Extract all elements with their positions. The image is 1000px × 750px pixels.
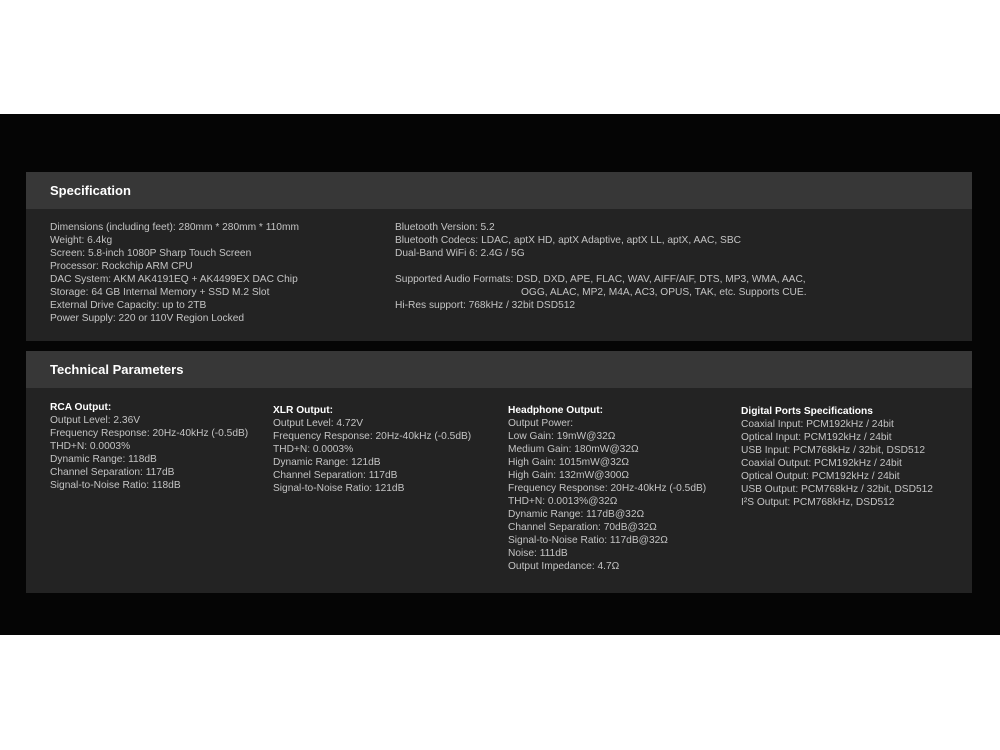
spec-line: Bluetooth Codecs: LDAC, aptX HD, aptX Adaptive, aptX LL, aptX, AAC, SBC: [395, 235, 742, 246]
param-line: Low Gain: 19mW@32Ω: [508, 431, 616, 442]
param-line: Optical Output: PCM192kHz / 24bit: [741, 471, 900, 482]
param-line: Output Power:: [508, 418, 574, 429]
param-line: Frequency Response: 20Hz-40kHz (-0.5dB): [50, 428, 249, 439]
spec-right-column: [395, 221, 807, 312]
param-line: Output Impedance: 4.7Ω: [508, 561, 620, 572]
spec-formats-line: OGG, ALAC, MP2, M4A, AC3, OPUS, TAK, etc. Supports CUE.: [521, 287, 807, 298]
param-line: I²S Output: PCM768kHz, DSD512: [741, 497, 895, 508]
digital-ports-title: Digital Ports Specifications: [741, 406, 873, 417]
rca-output-title: RCA Output:: [50, 402, 112, 413]
spacer: [395, 260, 807, 273]
param-line: Frequency Response: 20Hz-40kHz (-0.5dB): [273, 431, 472, 442]
spec-line: External Drive Capacity: up to 2TB: [50, 300, 207, 311]
param-line: Medium Gain: 180mW@32Ω: [508, 444, 639, 455]
spec-line: Power Supply: 220 or 110V Region Locked: [50, 313, 245, 324]
headphone-output-title: Headphone Output:: [508, 405, 604, 416]
specification-panel: [26, 172, 972, 341]
rca-output-column: [50, 401, 248, 492]
spec-line: Screen: 5.8-inch 1080P Sharp Touch Screen: [50, 248, 252, 259]
param-line: Dynamic Range: 117dB@32Ω: [508, 509, 645, 520]
specification-title: Specification: [26, 172, 972, 209]
technical-parameters-panel: [26, 351, 972, 593]
param-line: Output Level: 2.36V: [50, 415, 141, 426]
param-line: Signal-to-Noise Ratio: 117dB@32Ω: [508, 535, 668, 546]
spec-hires-line: Hi-Res support: 768kHz / 32bit DSD512: [395, 300, 576, 311]
param-line: Noise: 111dB: [508, 548, 568, 559]
headphone-output-column: [508, 404, 706, 573]
param-line: THD+N: 0.0003%: [50, 441, 131, 452]
param-line: Signal-to-Noise Ratio: 118dB: [50, 480, 181, 491]
spec-line: Weight: 6.4kg: [50, 235, 113, 246]
spec-left-column: [50, 221, 299, 325]
param-line: High Gain: 132mW@300Ω: [508, 470, 630, 481]
param-line: Channel Separation: 70dB@32Ω: [508, 522, 657, 533]
param-line: Signal-to-Noise Ratio: 121dB: [273, 483, 405, 494]
param-line: USB Output: PCM768kHz / 32bit, DSD512: [741, 484, 933, 495]
param-line: Coaxial Input: PCM192kHz / 24bit: [741, 419, 894, 430]
param-line: Channel Separation: 117dB: [50, 467, 175, 478]
spec-line: Dual-Band WiFi 6: 2.4G / 5G: [395, 248, 525, 259]
param-line: Coaxial Output: PCM192kHz / 24bit: [741, 458, 902, 469]
xlr-output-title: XLR Output:: [273, 405, 333, 416]
param-line: Dynamic Range: 121dB: [273, 457, 381, 468]
spec-line: DAC System: AKM AK4191EQ + AK4499EX DAC Chip: [50, 274, 298, 285]
digital-ports-column: [741, 405, 933, 509]
xlr-output-column: [273, 404, 471, 495]
spec-line: Processor: Rockchip ARM CPU: [50, 261, 193, 272]
spec-formats-line: Supported Audio Formats: DSD, DXD, APE, FLAC, WAV, AIFF/AIF, DTS, MP3, WMA, AAC,: [395, 274, 806, 285]
spec-line: Storage: 64 GB Internal Memory + SSD M.2 Slot: [50, 287, 270, 298]
param-line: THD+N: 0.0013%@32Ω: [508, 496, 618, 507]
param-line: Frequency Response: 20Hz-40kHz (-0.5dB): [508, 483, 707, 494]
param-line: Dynamic Range: 118dB: [50, 454, 157, 465]
param-line: Optical Input: PCM192kHz / 24bit: [741, 432, 892, 443]
param-line: Channel Separation: 117dB: [273, 470, 398, 481]
param-line: USB Input: PCM768kHz / 32bit, DSD512: [741, 445, 926, 456]
spec-line: Dimensions (including feet): 280mm * 280mm * 110mm: [50, 222, 299, 233]
param-line: Output Level: 4.72V: [273, 418, 364, 429]
technical-parameters-title: Technical Parameters: [26, 351, 972, 388]
param-line: High Gain: 1015mW@32Ω: [508, 457, 630, 468]
param-line: THD+N: 0.0003%: [273, 444, 354, 455]
spec-line: Bluetooth Version: 5.2: [395, 222, 495, 233]
